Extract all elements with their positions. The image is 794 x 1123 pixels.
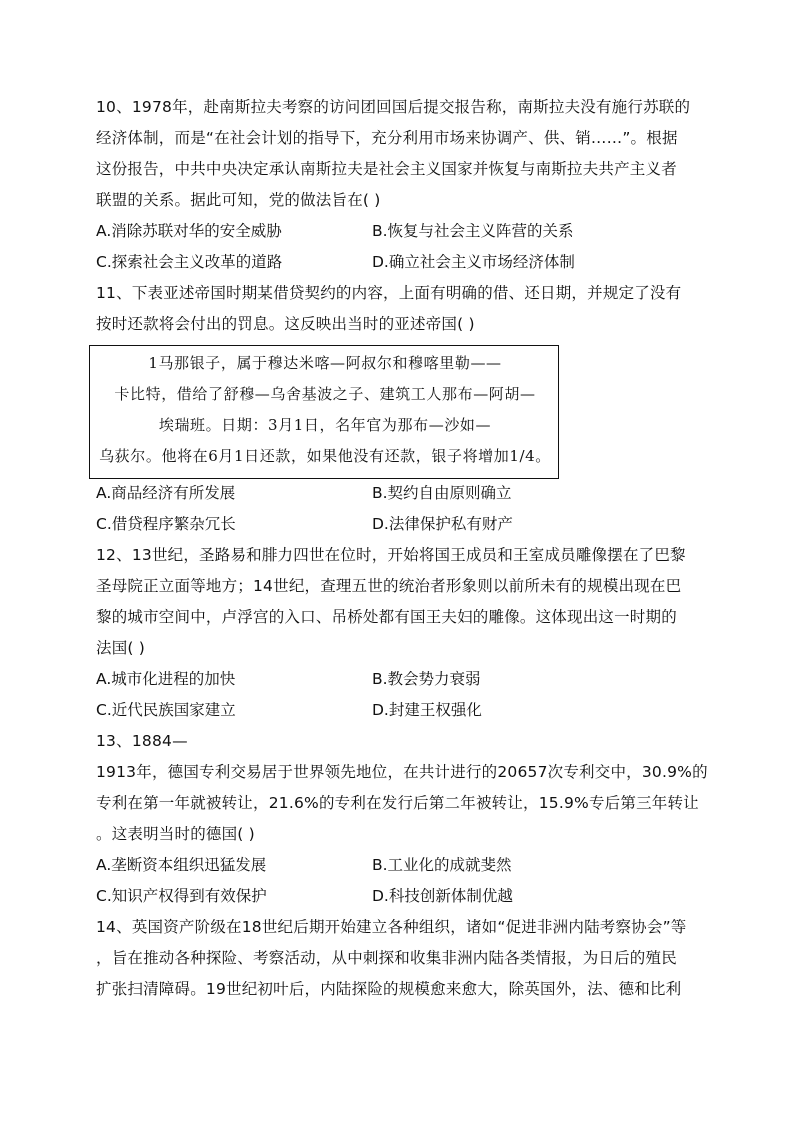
q14-line-1: 14、英国资产阶级在18世纪后期开始建立各种组织，诸如“促进非洲内陆考察协会”等	[96, 918, 687, 936]
q13-line-1: 13、1884—	[96, 732, 188, 750]
contract-line-2: 卡比特，借给了舒穆—乌舍基波之子、建筑工人那布—阿胡—	[114, 385, 536, 403]
q13-line-2: 1913年，德国专利交易居于世界领先地位，在共计进行的20657次专利交中，30.9%的	[96, 763, 708, 781]
q13-option-c[interactable]: C.知识产权得到有效保护	[96, 887, 267, 905]
q10-line-4: 联盟的关系。据此可知，党的做法旨在( )	[96, 191, 381, 209]
q12-line-2: 圣母院正立面等地方；14世纪，查理五世的统治者形象则以前所未有的规模出现在巴	[96, 577, 682, 595]
q10-line-3: 这份报告，中共中央决定承认南斯拉夫是社会主义国家并恢复与南斯拉夫共产主义者	[96, 160, 677, 178]
q10-line-2: 经济体制，而是“在社会计划的指导下，充分利用市场来协调产、供、销……”。根据	[96, 129, 678, 147]
q10-option-b[interactable]: B.恢复与社会主义阵营的关系	[372, 222, 574, 240]
q10-line-1: 10、1978年，赴南斯拉夫考察的访问团回国后提交报告称，南斯拉夫没有施行苏联的	[96, 98, 691, 116]
q12-option-c[interactable]: C.近代民族国家建立	[96, 701, 236, 719]
q12-line-4: 法国( )	[96, 639, 146, 657]
q13-option-d[interactable]: D.科技创新体制优越	[372, 887, 513, 905]
q11-option-a[interactable]: A.商品经济有所发展	[96, 484, 236, 502]
q13-option-a[interactable]: A.垄断资本组织迅猛发展	[96, 856, 267, 874]
q14-line-3: 扩张扫清障碍。19世纪初叶后，内陆探险的规模愈来愈大，除英国外，法、德和比利	[96, 980, 682, 998]
q12-line-3: 黎的城市空间中，卢浮宫的入口、吊桥处都有国王夫妇的雕像。这体现出这一时期的	[96, 608, 677, 626]
q12-option-a[interactable]: A.城市化进程的加快	[96, 670, 236, 688]
q11-option-d[interactable]: D.法律保护私有财产	[372, 515, 513, 533]
q12-option-b[interactable]: B.教会势力衰弱	[372, 670, 481, 688]
contract-line-3: 埃瑞班。日期：3月1日，名年官为那布—沙如—	[158, 416, 492, 434]
q10-option-d[interactable]: D.确立社会主义市场经济体制	[372, 253, 575, 271]
q11-option-b[interactable]: B.契约自由原则确立	[372, 484, 512, 502]
q10-option-a[interactable]: A.消除苏联对华的安全威胁	[96, 222, 282, 240]
q11-line-1: 11、下表亚述帝国时期某借贷契约的内容，上面有明确的借、还日期，并规定了没有	[96, 284, 682, 302]
q14-line-2: ，旨在推动各种探险、考察活动，从中刺探和收集非洲内陆各类情报，为日后的殖民	[96, 949, 677, 967]
q13-option-b[interactable]: B.工业化的成就斐然	[372, 856, 512, 874]
q11-option-c[interactable]: C.借贷程序繁杂冗长	[96, 515, 236, 533]
q13-line-3: 专利在第一年就被转让，21.6%的专利在发行后第二年被转让，15.9%专后第三年转让	[96, 794, 699, 812]
contract-table	[89, 345, 559, 479]
q13-line-4: 。这表明当时的德国( )	[96, 825, 255, 843]
contract-line-4: 乌荻尔。他将在6月1日还款，如果他没有还款，银子将增加1/4。	[99, 447, 551, 465]
q10-option-c[interactable]: C.探索社会主义改革的道路	[96, 253, 283, 271]
q12-option-d[interactable]: D.封建王权强化	[372, 701, 482, 719]
q12-line-1: 12、13世纪，圣路易和腓力四世在位时，开始将国王成员和王室成员雕像摆在了巴黎	[96, 546, 686, 564]
q11-line-2: 按时还款将会付出的罚息。这反映出当时的亚述帝国( )	[96, 315, 475, 333]
contract-line-1: 1马那银子，属于穆达米喀—阿叔尔和穆喀里勒——	[148, 354, 502, 372]
